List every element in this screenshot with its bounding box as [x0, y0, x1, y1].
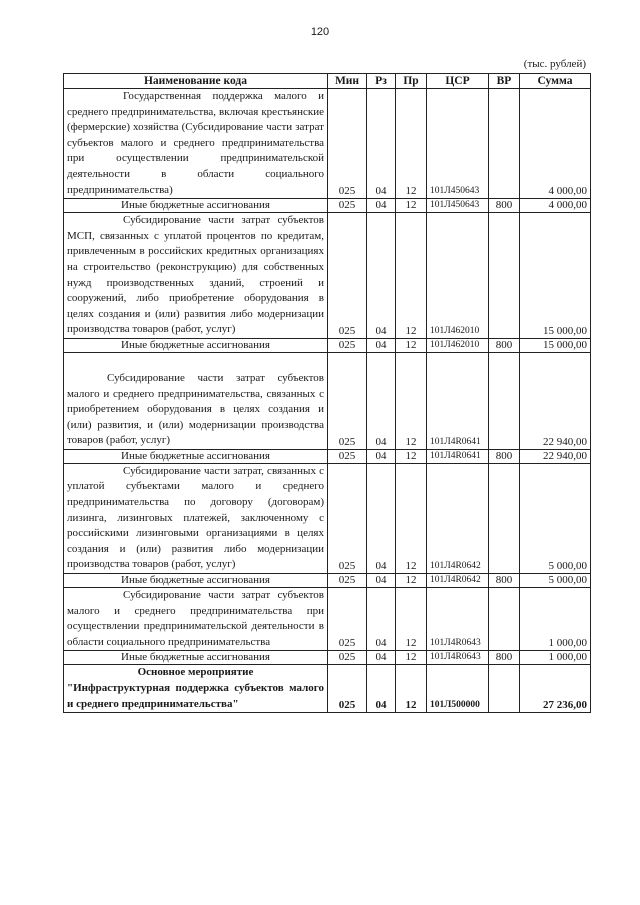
row-csr: 101Л450643 [427, 89, 489, 199]
header-pr: Пр [396, 74, 427, 89]
row-sum: 15 000,00 [520, 338, 591, 352]
table-row [64, 463, 591, 573]
row-csr: 101Л450643 [427, 199, 489, 213]
row-vr [489, 213, 520, 339]
row-sum: 27 236,00 [520, 665, 591, 713]
row-name [64, 665, 328, 713]
row-csr: 101Л500000 [427, 665, 489, 713]
row-pr: 12 [396, 588, 427, 651]
row-name: Иные бюджетные ассигнования [64, 651, 328, 665]
row-vr [489, 463, 520, 573]
row-min: 025 [328, 338, 367, 352]
table-row [64, 588, 591, 651]
row-name [64, 463, 328, 573]
row-sum: 22 940,00 [520, 449, 591, 463]
row-name: Иные бюджетные ассигнования [64, 574, 328, 588]
row-sum: 5 000,00 [520, 574, 591, 588]
table-row [64, 199, 591, 213]
row-name-text: Государственная поддержка малого и среднего предпринимательства, включая крестьянские (фермерские) хозяйства (Субсидирование части затрат субъектов малого и среднего предпринимательства при осуществлении предпринимательской деятельности в области социального предпринимательства) [67, 90, 324, 196]
row-name [64, 89, 328, 199]
row-vr: 800 [489, 338, 520, 352]
row-name-text: Субсидирование части затрат субъектов малого и среднего предпринимательства при осуществлении предпринимательской деятельности в области социального предпринимательства [67, 589, 324, 648]
header-name: Наименование кода [64, 74, 328, 89]
row-name-title: Основное мероприятие [137, 666, 254, 679]
row-csr: 101Л462010 [427, 338, 489, 352]
table-row [64, 574, 591, 588]
row-rz: 04 [367, 199, 396, 213]
row-min: 025 [328, 463, 367, 573]
row-vr: 800 [489, 651, 520, 665]
row-sum: 5 000,00 [520, 463, 591, 573]
row-vr: 800 [489, 449, 520, 463]
row-pr: 12 [396, 449, 427, 463]
row-sum: 22 940,00 [520, 352, 591, 449]
row-csr: 101Л4R0641 [427, 352, 489, 449]
row-rz: 04 [367, 651, 396, 665]
header-vr: ВР [489, 74, 520, 89]
row-name-text: "Инфраструктурная поддержка субъектов малого и среднего предпринимательства" [67, 682, 324, 710]
row-pr: 12 [396, 352, 427, 449]
row-min: 025 [328, 651, 367, 665]
row-rz: 04 [367, 352, 396, 449]
table-header-row [64, 74, 591, 89]
header-csr: ЦСР [427, 74, 489, 89]
row-name [64, 352, 328, 449]
row-min: 025 [328, 574, 367, 588]
row-rz: 04 [367, 89, 396, 199]
row-name-text: Субсидирование части затрат, связанных с уплатой субъектами малого и среднего предпринимательства по договору (договорам) лизинга, лизинговых платежей, заключенному с российскими лизинговыми организациями в целях создания и (или) развития либо модернизации производства товаров (работ, услуг) [67, 464, 324, 571]
row-pr: 12 [396, 463, 427, 573]
row-vr [489, 665, 520, 713]
table-row [64, 665, 591, 713]
row-sum: 1 000,00 [520, 651, 591, 665]
row-sum: 1 000,00 [520, 588, 591, 651]
row-vr [489, 588, 520, 651]
table-row [64, 449, 591, 463]
row-pr: 12 [396, 199, 427, 213]
row-pr: 12 [396, 338, 427, 352]
row-csr: 101Л4R0641 [427, 449, 489, 463]
row-min: 025 [328, 89, 367, 199]
row-csr: 101Л4R0642 [427, 463, 489, 573]
row-name: Иные бюджетные ассигнования [64, 449, 328, 463]
row-pr: 12 [396, 665, 427, 713]
row-pr: 12 [396, 213, 427, 339]
row-pr: 12 [396, 651, 427, 665]
row-min: 025 [328, 665, 367, 713]
units-label: (тыс. рублей) [523, 58, 586, 70]
row-min: 025 [328, 352, 367, 449]
row-sum: 15 000,00 [520, 213, 591, 339]
row-vr [489, 89, 520, 199]
row-min: 025 [328, 588, 367, 651]
row-min: 025 [328, 199, 367, 213]
row-min: 025 [328, 213, 367, 339]
row-min: 025 [328, 449, 367, 463]
page-number: 120 [310, 26, 330, 38]
row-csr: 101Л462010 [427, 213, 489, 339]
row-csr: 101Л4R0643 [427, 588, 489, 651]
row-rz: 04 [367, 213, 396, 339]
row-csr: 101Л4R0642 [427, 574, 489, 588]
row-pr: 12 [396, 574, 427, 588]
budget-table [63, 73, 591, 713]
row-name [64, 213, 328, 339]
row-name-text: Субсидирование части затрат субъектов МСП, связанных с уплатой процентов по кредитам, привлеченным в российских кредитных организациях на строительство (реконструкцию) для собственных нужд производственных зданий, строений и сооружений, либо приобретение оборудования в целях создания и (или) развития либо модернизации производства товаров (работ, услуг) [67, 214, 324, 336]
table-row [64, 352, 591, 449]
row-vr [489, 352, 520, 449]
row-pr: 12 [396, 89, 427, 199]
row-csr: 101Л4R0643 [427, 651, 489, 665]
table-row [64, 213, 591, 339]
row-name: Иные бюджетные ассигнования [64, 199, 328, 213]
row-spacer [67, 353, 324, 371]
row-rz: 04 [367, 463, 396, 573]
row-rz: 04 [367, 338, 396, 352]
header-rz: Рз [367, 74, 396, 89]
row-rz: 04 [367, 574, 396, 588]
header-sum: Сумма [520, 74, 591, 89]
row-rz: 04 [367, 665, 396, 713]
row-name: Иные бюджетные ассигнования [64, 338, 328, 352]
row-vr: 800 [489, 199, 520, 213]
row-sum: 4 000,00 [520, 199, 591, 213]
row-rz: 04 [367, 588, 396, 651]
row-name-text: Субсидирование части затрат субъектов малого и среднего предпринимательства, связанных с приобретением оборудования в целях создания и (или) развития, и (или) модернизации производства товаров (работ, услуг) [67, 371, 324, 447]
table-row [64, 651, 591, 665]
row-sum: 4 000,00 [520, 89, 591, 199]
table-row [64, 338, 591, 352]
table-row [64, 89, 591, 199]
header-min: Мин [328, 74, 367, 89]
row-vr: 800 [489, 574, 520, 588]
row-name [64, 588, 328, 651]
row-rz: 04 [367, 449, 396, 463]
